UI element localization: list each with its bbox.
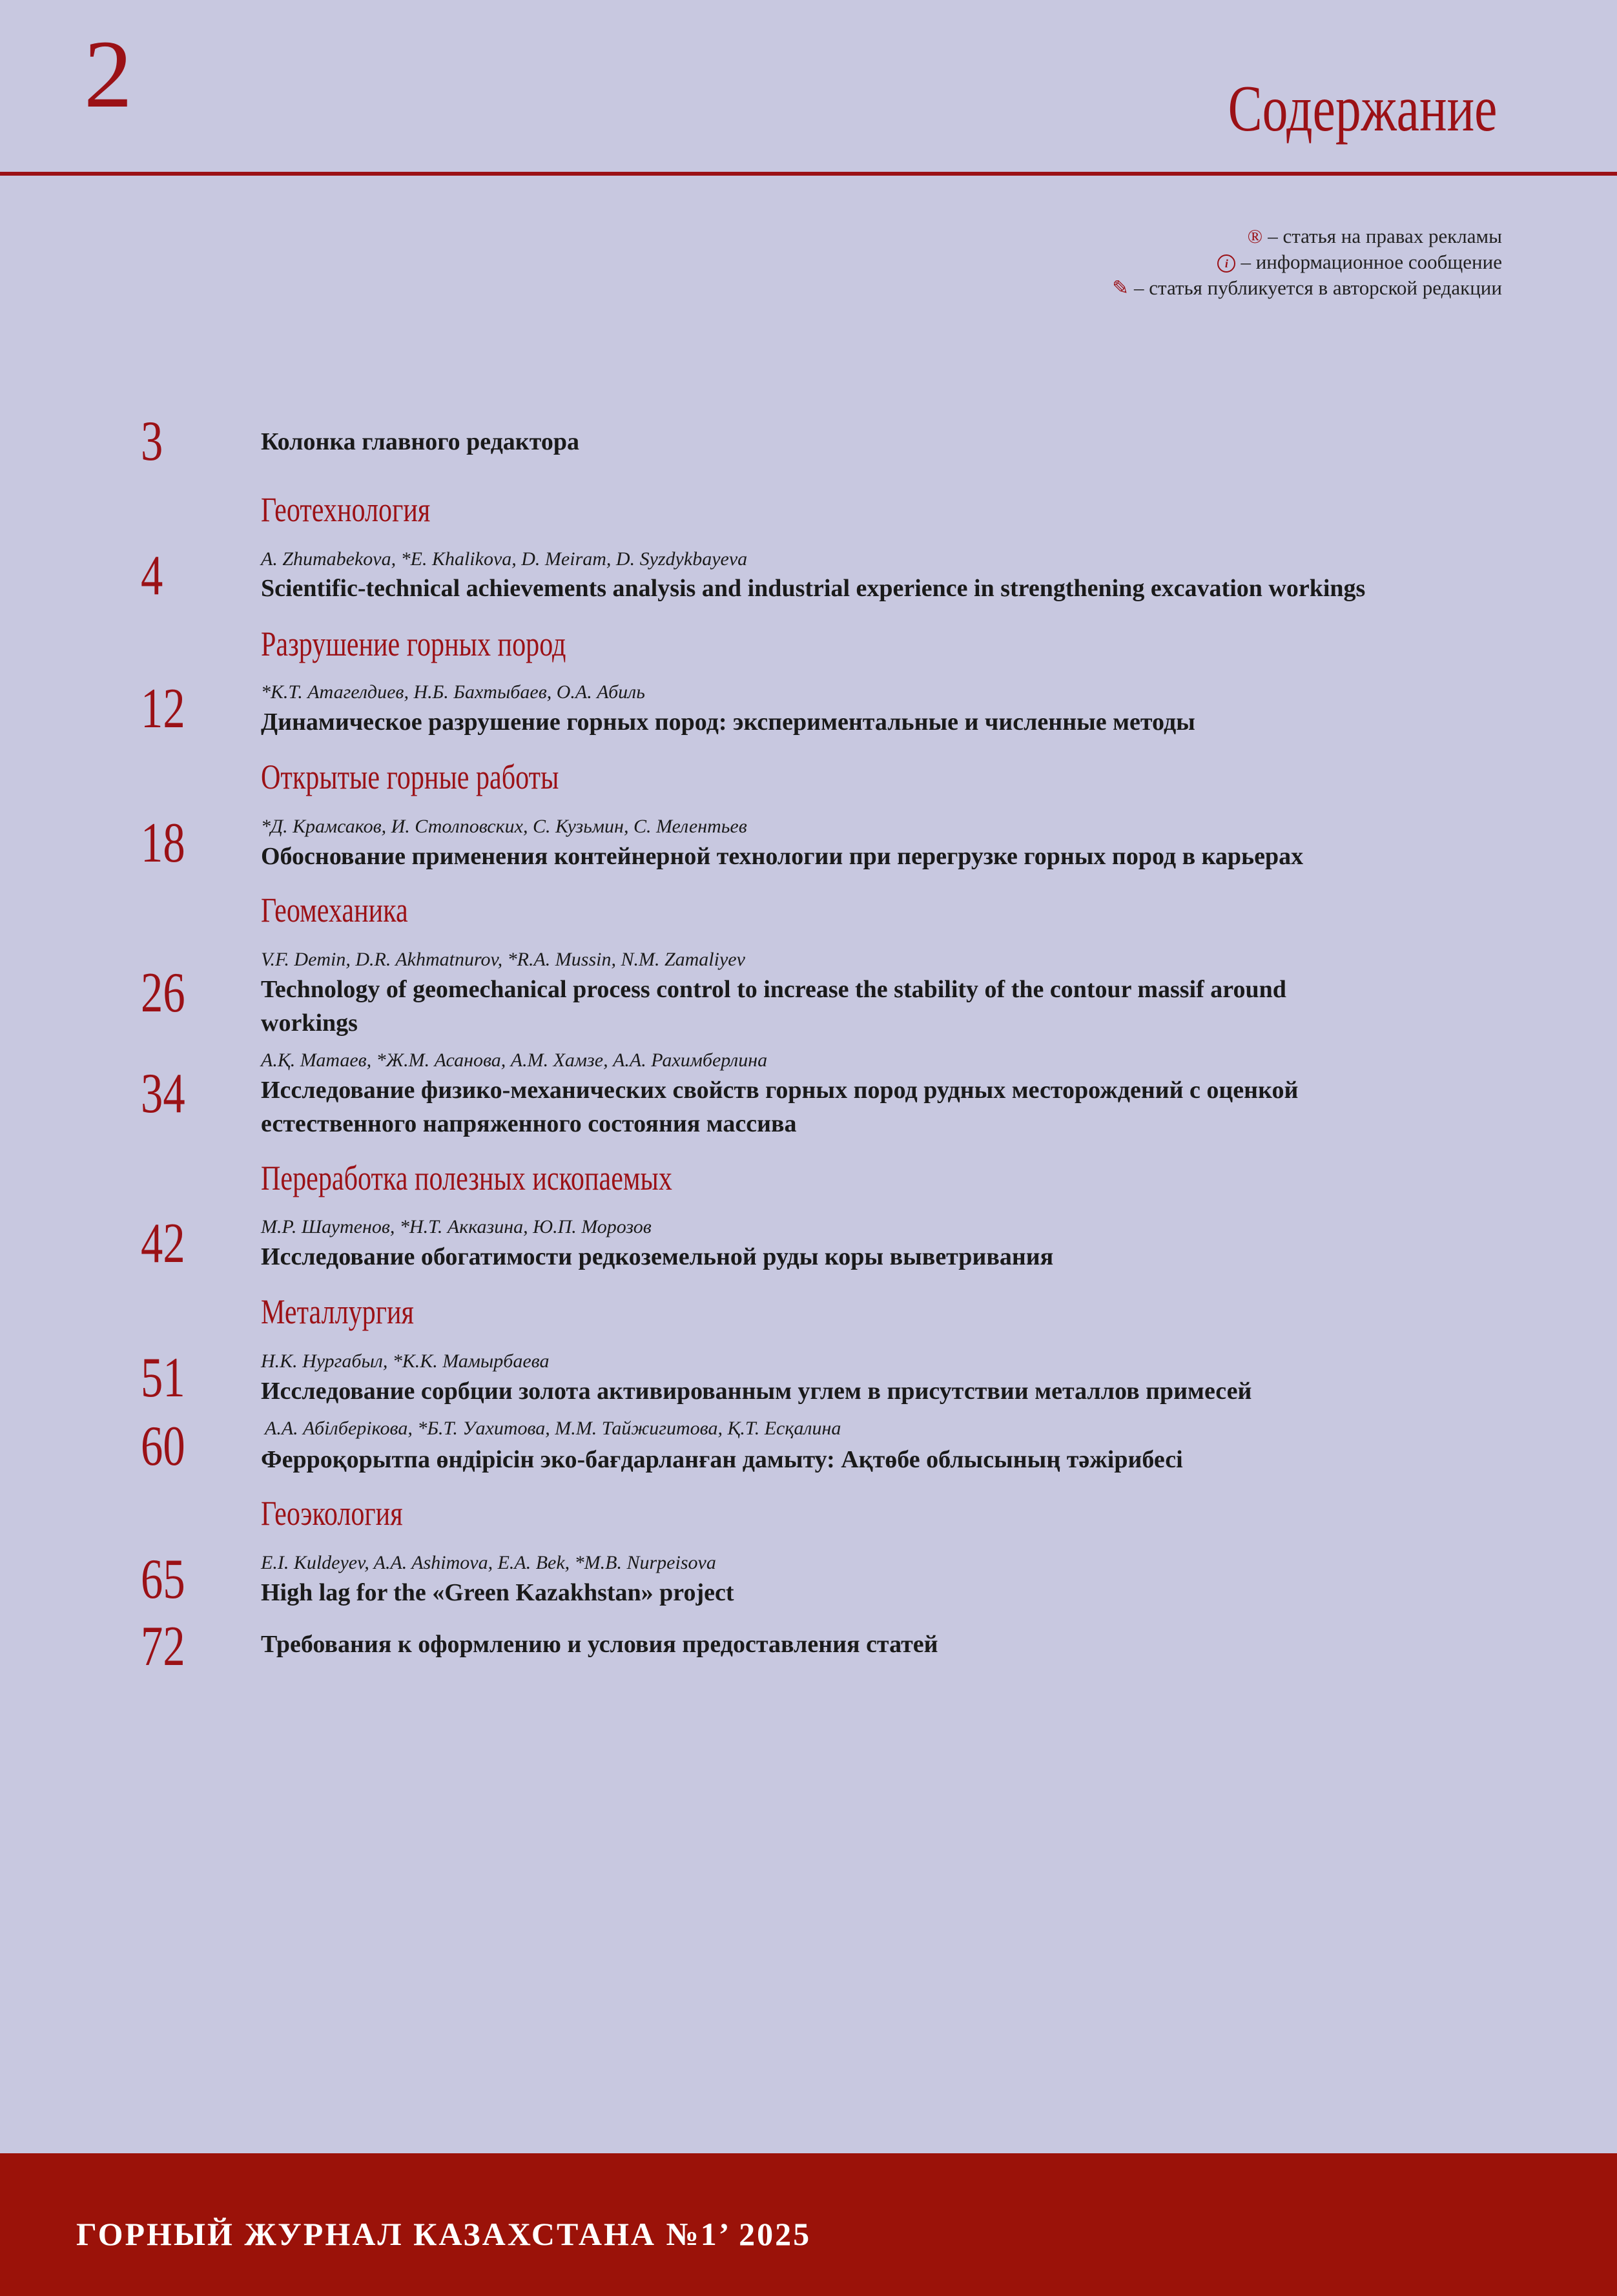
section-heading: Разрушение горных пород (261, 625, 566, 663)
toc-page-number: 3 (141, 410, 163, 473)
registered-icon: ® (1247, 225, 1263, 247)
toc-entry-authors: М.Р. Шаутенов, *Н.Т. Акказина, Ю.П. Морозов (261, 1216, 652, 1237)
toc-entry-title[interactable]: Требования к оформлению и условия предоставления статей (261, 1631, 938, 1658)
toc-page-number: 12 (141, 677, 185, 740)
header-divider (0, 172, 1617, 176)
section-heading: Геомеханика (261, 891, 408, 929)
legend-author-edition-text: – статья публикуется в авторской редакции (1134, 276, 1502, 299)
page-number: 2 (84, 21, 132, 128)
toc-entry-title[interactable]: Исследование сорбции золота активированным углем в присутствии металлов примесей (261, 1378, 1252, 1405)
toc-entry-title[interactable]: Обоснование применения контейнерной технологии при перегрузке горных пород в карьерах (261, 843, 1304, 870)
legend-advertising-text: – статья на правах рекламы (1268, 225, 1502, 247)
toc-entry-title[interactable]: Ферроқорытпа өндірісін эко-бағдарланған дамыту: Ақтөбе облысының тәжірибесі (261, 1446, 1183, 1473)
toc-page-number: 26 (141, 962, 185, 1024)
info-icon: i (1217, 254, 1235, 273)
toc-entry-title[interactable]: High lag for the «Green Kazakhstan» project (261, 1579, 734, 1606)
toc-entry-authors: V.F. Demin, D.R. Akhmatnurov, *R.A. Mussin, N.M. Zamaliyev (261, 949, 745, 970)
legend (1112, 223, 1502, 301)
toc-page-number: 18 (141, 812, 185, 874)
toc-entry-title[interactable]: Динамическое разрушение горных пород: экспериментальные и численные методы (261, 708, 1195, 736)
toc-entry-title[interactable]: Technology of geomechanical process control to increase the stability of the contour massif around (261, 976, 1286, 1003)
toc-entry-title-cont[interactable]: workings (261, 1009, 358, 1037)
legend-info (1112, 249, 1502, 275)
toc-entry-title[interactable]: Исследование физико-механических свойств горных пород рудных месторождений с оценкой (261, 1077, 1299, 1104)
toc-page-number: 4 (141, 544, 163, 607)
toc-page-number: 51 (141, 1347, 185, 1409)
journal-name: ГОРНЫЙ ЖУРНАЛ КАЗАХСТАНА №1’ 2025 (76, 2216, 812, 2252)
toc-entry-title[interactable]: Колонка главного редактора (261, 428, 579, 455)
toc-page-number: 34 (141, 1062, 185, 1125)
section-heading: Металлургия (261, 1292, 414, 1331)
toc-page-number: 42 (141, 1212, 185, 1275)
section-heading: Открытые горные работы (261, 758, 559, 796)
section-heading: Геотехнология (261, 490, 431, 529)
toc-entry-title-cont[interactable]: естественного напряженного состояния массива (261, 1110, 797, 1137)
toc-entry-authors: *К.Т. Атагелдиев, Н.Б. Бахтыбаев, О.А. Абиль (261, 681, 645, 703)
footer-band (0, 2153, 1617, 2296)
page-title: Содержание (1228, 72, 1497, 145)
toc-page-number: 65 (141, 1548, 185, 1611)
pen-icon: ✎ (1112, 276, 1129, 299)
legend-advertising (1112, 223, 1502, 249)
toc-entry-authors: A. Zhumabekova, *E. Khalikova, D. Meiram, D. Syzdykbayeva (261, 548, 748, 570)
toc-entry-title[interactable]: Исследование обогатимости редкоземельной руды коры выветривания (261, 1243, 1054, 1270)
toc-entry-authors: А.Қ. Матаев, *Ж.М. Асанова, А.М. Хамзе, А.А. Рахимберлина (261, 1050, 768, 1071)
toc-entry-authors: А.А. Абілберікова, *Б.Т. Уахитова, М.М. Тайжигитова, Қ.Т. Есқалина (265, 1418, 841, 1439)
toc-page-number: 60 (141, 1415, 185, 1478)
toc-entry-authors: Н.К. Нургабыл, *К.К. Мамырбаева (261, 1350, 550, 1372)
legend-author-edition (1112, 275, 1502, 301)
section-heading: Геоэкология (261, 1494, 403, 1533)
toc-entry-authors: E.I. Kuldeyev, A.A. Ashimova, E.A. Bek, *M.B. Nurpeisova (261, 1552, 716, 1573)
toc-entry-title[interactable]: Scientific-technical achievements analysis and industrial experience in strengthening excavation workings (261, 575, 1366, 602)
toc-page-number: 72 (141, 1615, 185, 1678)
legend-info-text: – информационное сообщение (1241, 251, 1502, 273)
toc-entry-authors: *Д. Крамсаков, И. Столповских, С. Кузьмин, С. Мелентьев (261, 816, 747, 837)
section-heading: Переработка полезных ископаемых (261, 1159, 672, 1197)
